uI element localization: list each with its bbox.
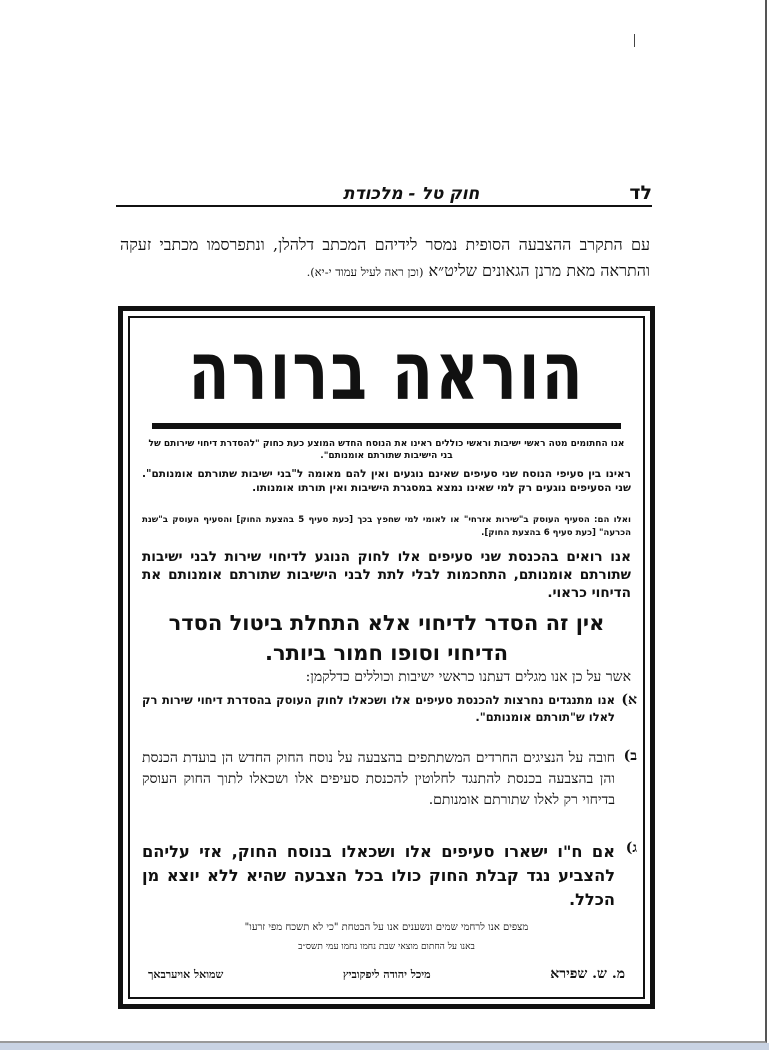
signatories [148,966,625,983]
signer-name: שמואל אויערבאך [148,968,224,981]
intro-text: עם התקרב ההצבעה הסופית נמסר לידיהם המכתב דלהלן, ונתפרסמו מכתבי זעקה והתראה מאת מרנן הגאונים שליט״א [120,235,650,280]
header-rule [116,205,652,207]
item-letter: ג) [625,840,637,856]
item-letter: ב) [623,748,637,764]
item-text: אם ח"ו ישארו סעיפים אלו ושכאלו בנוסח החוק, אזי עליהם להצביע נגד קבלת החוק כולו בכל הצבעה שהיא ללא יוצא מן הכלל. [142,842,615,909]
page-number: לד [629,182,652,204]
signer-name: מ. ש. שפירא [550,966,625,982]
item-text: חובה על הנציגים החרדים המשתתפים בהצבעה על נוסח החוק החדש הן בועדת הכנסת והן בהצבעה בכנסת להתנגד לחלוטין להכנסת סעיפים אלו ושכאלו לתוך החוק העוסק בדיחוי רק לאלו שתורתם אומנותם. [142,750,615,808]
notice [128,316,645,999]
notice-lead: אשר על כן אנו מגלים דעתנו כראשי ישיבות וכוללים כדלקמן: [305,669,631,685]
headline-rule [152,423,621,429]
notice-dateline: באנו על החתום מוצאי שבת נחמו נחמו עמי תשס״ב [298,942,475,952]
notice-item-b [142,748,637,811]
running-head-title: חוק טל - מלכודת [342,184,480,204]
viewer-bottom-bar [0,1043,769,1050]
intro-reference: (וכן ראה לעיל עמוד י-יא). [306,265,424,279]
notice-paragraph-4: אנו רואים בהכנסת שני סעיפים אלו לחוק הנוגע לדיחוי שירות לבני ישיבות שתורתם אומנותם, התחכמות לבלי לתת לבני הישיבות שתורתם אומנותם את הדיחוי כראוי. [142,549,631,601]
notice-closing: מצפים אנו לרחמי שמים ונשענים אנו על הבטחת "כי לא תשכח מפי זרעו" [244,922,529,933]
notice-paragraph-1: אנו החתומים מטה ראשי ישיבות וראשי כוללים ראינו את הנוסח החדש המוצע כעת כחוק "להסדרת דיחוי שירותם של בני הישיבות שתורתם אומנותם". [148,439,625,461]
notice-headline [130,322,643,422]
notice-headline-text: הוראה ברורה [188,324,585,420]
item-text: אנו מתנגדים נחרצות להכנסת סעיפים אלו ושכאלו לחוק העוסק בהסדרת דיחוי שירות רק לאלו ש"תורתם אומנותם". [142,693,615,724]
notice-paragraph-3: ואלו הם: הסעיף העוסק ב"שירות אזרחי" או לאומי למי שחפץ בכך [כעת סעיף 5 בהצעת החוק] והסעיף העוסק ב"שנת הכרעה" [כעת סעיף 6 בהצעת החוק]. [142,515,631,538]
signer-name: מיכל יהודה ליפקוביץ [342,968,431,981]
intro-paragraph [120,232,650,285]
page-mark [634,34,635,47]
running-head [116,178,652,204]
notice-paragraph-2: ראינו בין סעיפי הנוסח שני סעיפים שאינם נוגעים ואין להם מאומה ל"בני ישיבות שתורתם אומנותם". שני הסעיפים נוגעים רק למי שאינו נמצא במסגרת הישיבות ואין תורתו אומנותו. [142,468,631,494]
notice-emphasis: אין זה הסדר לדיחוי אלא התחלת ביטול הסדר הדיחוי וסופו חמור ביותר. [168,611,605,665]
item-letter: א) [621,692,637,708]
notice-item-g [142,840,637,912]
notice-item-a [142,692,637,726]
